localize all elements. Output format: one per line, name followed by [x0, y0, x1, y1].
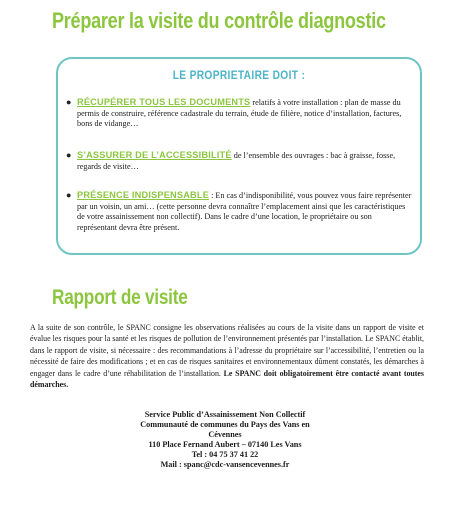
contact-footer [96, 410, 354, 470]
bullet-icon: ● [66, 150, 72, 160]
footer-address: 110 Place Fernand Aubert – 07140 Les Vans [148, 440, 302, 449]
item-text: relatifs à votre installation : plan de masse du permis de construire, référence cadastrale du terrain, étude de filière, notice d’installation, factures, bons de vidange… [77, 98, 402, 129]
item-keyword: RÉCUPÉRER TOUS LES DOCUMENTS [77, 97, 251, 107]
bullet-icon: ● [66, 190, 72, 200]
owner-box-heading: LE PROPRIETAIRE DOIT : [172, 68, 306, 82]
list-item [66, 97, 412, 130]
item-keyword: PRÉSENCE INDISPENSABLE [77, 190, 210, 200]
item-text: : En cas d’indisponibilité, vous pouvez vous faire représenter par un voisin, un ami… (cette personne devra connaître l’emplacement ainsi que les caractéristiques de votre assainissement non collectif). Dans le cadre d’une location, le propriétaire ou son représentant devra être présent. [77, 191, 412, 232]
report-body: A la suite de son contrôle, le SPANC consigne les observations réalisées au cours de la visite dans un rapport de visite et évalue les risques pour la santé et les risques de pollution de l’environnement présentés par l’installation. Le SPANC établit, dans le rapport de visite, si nécessaire : des recommandations à l’adresse du propriétaire sur l’accessibilité, l’entretien ou la nécessité de faire des modifications ; et en cas de risques sanitaires et environnementaux dûment constatés, les démarches à engager dans le cadre d’une réhabilitation de l’installation. [30, 323, 424, 378]
footer-community: Communauté de communes du Pays des Vans en [140, 420, 310, 429]
section-title-prepare: Préparer la visite du contrôle diagnostic [52, 8, 386, 33]
list-item [66, 190, 412, 233]
footer-phone: Tel : 04 75 37 41 22 [191, 450, 259, 459]
list-item [66, 150, 412, 172]
owner-requirements-box [56, 57, 422, 255]
footer-community-cont: Cévennes [208, 430, 242, 439]
section-title-report: Rapport de visite [52, 286, 188, 309]
footer-email: Mail : spanc@cdc-vansencevennes.fr [160, 460, 290, 469]
item-text: de l’ensemble des ouvrages : bac à graisse, fosse, regards de visite… [77, 151, 396, 171]
bullet-icon: ● [66, 97, 72, 107]
report-paragraph [30, 322, 424, 391]
footer-service-name: Service Public d’Assainissement Non Collectif [144, 410, 306, 419]
report-bold-note: Le SPANC doit obligatoirement être contacté avant toutes démarches. [30, 368, 424, 390]
item-keyword: S’ASSURER DE L’ACCESSIBILITÉ [77, 150, 232, 160]
